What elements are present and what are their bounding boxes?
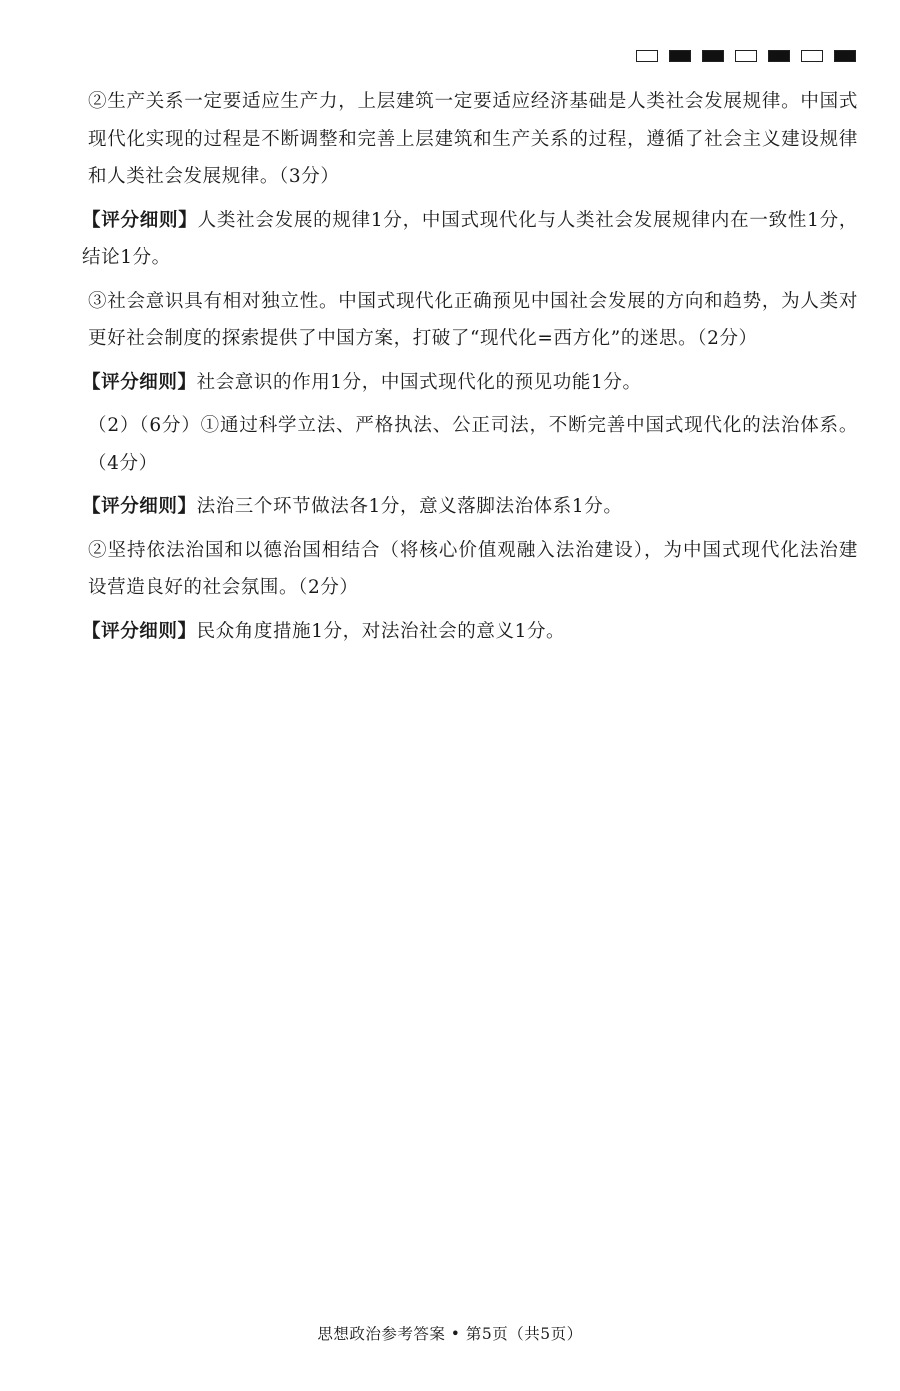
header-marks xyxy=(636,50,856,62)
page-footer: 思想政治参考答案 • 第5页（共5页） xyxy=(317,1325,583,1343)
answer-paragraph-q2-1: （2）（6分）①通过科学立法、严格执法、公正司法，不断完善中国式现代化的法治体系。（4分） xyxy=(88,415,858,474)
header-mark xyxy=(768,50,790,62)
scoring-rule-text: 社会意识的作用1分，中国式现代化的预见功能1分。 xyxy=(196,371,642,393)
scoring-rule-3 xyxy=(82,488,858,526)
answer-paragraph-q2-2: ②坚持依法治国和以德治国相结合（将核心价值观融入法治建设），为中国式现代化法治建设营造良好的社会氛围。（2分） xyxy=(88,539,858,598)
header-mark xyxy=(834,50,856,62)
answer-content xyxy=(82,83,858,656)
scoring-rule-tag: 【评分细则】 xyxy=(82,620,197,642)
header-mark xyxy=(801,50,823,62)
header-mark xyxy=(636,50,658,62)
header-mark xyxy=(702,50,724,62)
header-mark xyxy=(735,50,757,62)
scoring-rule-tag: 【评分细则】 xyxy=(82,209,198,231)
header-mark xyxy=(669,50,691,62)
scoring-rule-text: 人类社会发展的规律1分，中国式现代化与人类社会发展规律内在一致性1分，结论1分。 xyxy=(82,209,858,268)
scoring-rule-text: 民众角度措施1分，对法治社会的意义1分。 xyxy=(196,620,566,642)
answer-paragraph-2-2: ②生产关系一定要适应生产力，上层建筑一定要适应经济基础是人类社会发展规律。中国式现代化实现的过程是不断调整和完善上层建筑和生产关系的过程，遵循了社会主义建设规律和人类社会发展规律。（3分） xyxy=(88,91,858,187)
scoring-rule-1 xyxy=(82,202,858,277)
answer-paragraph-2-3: ③社会意识具有相对独立性。中国式现代化正确预见中国社会发展的方向和趋势，为人类对更好社会制度的探索提供了中国方案，打破了“现代化=西方化”的迷思。（2分） xyxy=(88,290,858,349)
scoring-rule-text: 法治三个环节做法各1分，意义落脚法治体系1分。 xyxy=(196,496,623,517)
scoring-rule-2 xyxy=(82,364,858,402)
scoring-rule-4 xyxy=(82,613,858,651)
scoring-rule-tag: 【评分细则】 xyxy=(82,496,197,517)
scoring-rule-tag: 【评分细则】 xyxy=(82,371,197,393)
